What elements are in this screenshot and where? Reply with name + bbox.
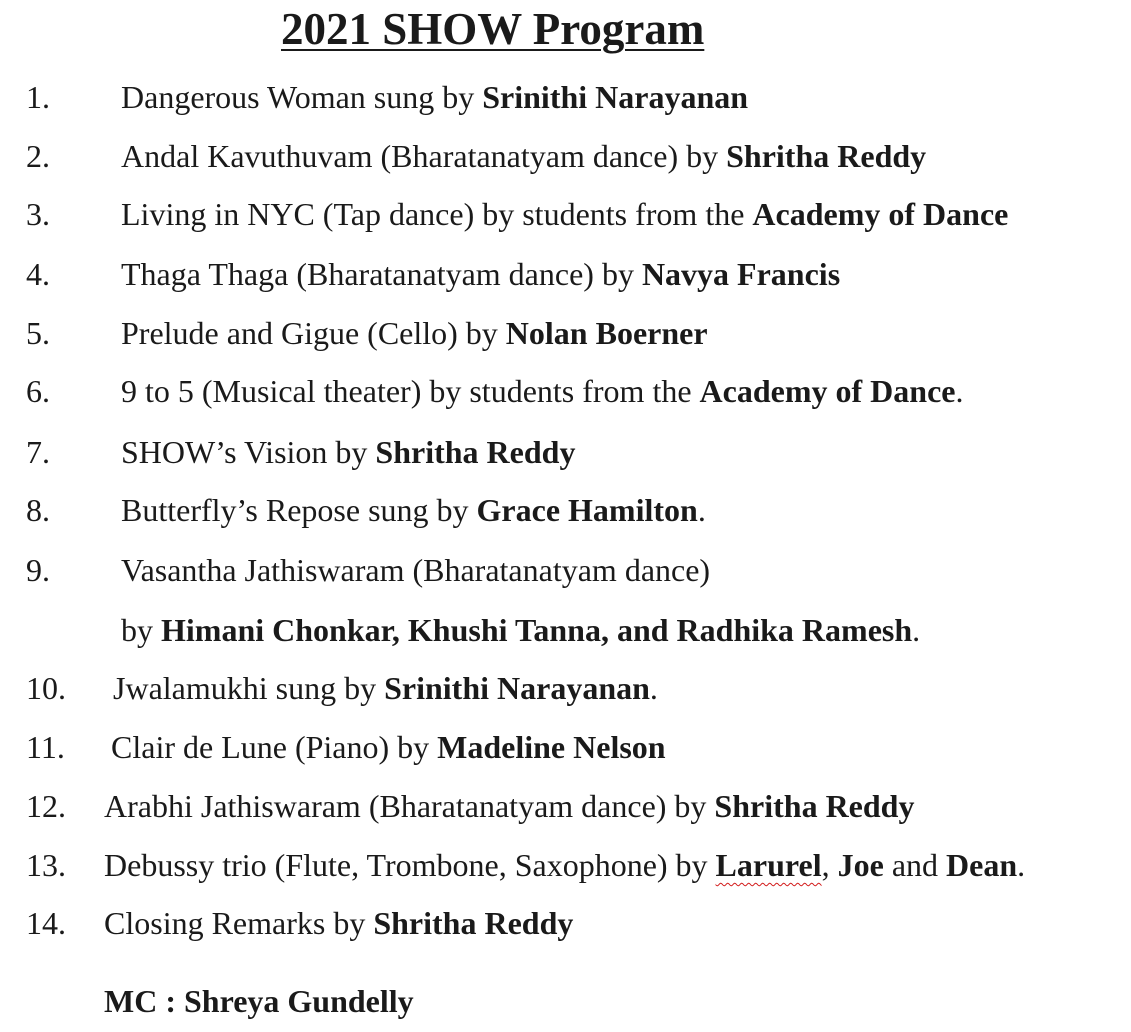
item-segment: 9 to 5 (Musical theater) by students from the xyxy=(121,373,700,409)
item-text xyxy=(121,610,920,650)
item-number: 7. xyxy=(26,434,50,470)
performer-name: Shritha Reddy xyxy=(375,434,576,470)
performer-name: Academy of Dance xyxy=(752,196,1009,232)
item-segment: Jwalamukhi sung by xyxy=(113,670,385,706)
performer-name: Srinithi Narayanan xyxy=(384,670,650,706)
item-number: 5. xyxy=(26,315,50,351)
item-segment: Debussy trio (Flute, Trombone, Saxophone) by xyxy=(104,847,716,883)
item-segment: by xyxy=(121,612,161,648)
item-segment: , xyxy=(821,847,838,883)
item-segment: . xyxy=(955,373,964,409)
performer-name: Grace Hamilton xyxy=(476,492,698,528)
performer-name: Navya Francis xyxy=(641,256,841,292)
performer-name: Shritha Reddy xyxy=(373,905,574,941)
item-text xyxy=(111,727,666,767)
item-segment: Living in NYC (Tap dance) by students from the xyxy=(121,196,753,232)
item-text xyxy=(121,136,926,176)
item-segment: Andal Kavuthuvam (Bharatanatyam dance) by xyxy=(121,138,727,174)
item-number: 8. xyxy=(26,492,50,528)
item-text xyxy=(121,77,748,117)
item-number: 10. xyxy=(26,670,66,706)
item-number: 6. xyxy=(26,373,50,409)
item-segment: . xyxy=(1017,847,1026,883)
performer-name: Joe xyxy=(837,847,884,883)
page-title: 2021 SHOW Program xyxy=(281,4,705,54)
performer-name: Madeline Nelson xyxy=(437,729,666,765)
item-text xyxy=(121,254,840,294)
item-segment: . xyxy=(649,670,658,706)
item-text xyxy=(121,313,708,353)
performer-name: Shritha Reddy xyxy=(726,138,927,174)
item-text xyxy=(104,786,914,826)
performer-name: Larurel xyxy=(715,847,822,883)
item-number: 14. xyxy=(26,905,66,941)
item-number: 1. xyxy=(26,79,50,115)
item-text xyxy=(104,845,1025,885)
item-number: 3. xyxy=(26,196,50,232)
item-segment: SHOW’s Vision by xyxy=(121,434,376,470)
item-text xyxy=(113,668,658,708)
item-segment: Thaga Thaga (Bharatanatyam dance) by xyxy=(121,256,642,292)
item-segment: Vasantha Jathiswaram (Bharatanatyam dance) xyxy=(121,552,711,588)
item-segment: Closing Remarks by xyxy=(104,905,374,941)
item-text xyxy=(104,903,573,943)
item-text xyxy=(121,490,706,530)
item-segment: Clair de Lune (Piano) by xyxy=(111,729,438,765)
item-segment: Dangerous Woman sung by xyxy=(121,79,483,115)
performer-name: Nolan Boerner xyxy=(505,315,708,351)
item-text xyxy=(121,194,1008,234)
item-number: 13. xyxy=(26,847,66,883)
item-number: 11. xyxy=(26,729,65,765)
item-number: 9. xyxy=(26,552,50,588)
item-number: 2. xyxy=(26,138,50,174)
item-segment: Arabhi Jathiswaram (Bharatanatyam dance) by xyxy=(104,788,715,824)
item-text xyxy=(121,550,710,590)
item-segment: . xyxy=(697,492,706,528)
performer-name: Srinithi Narayanan xyxy=(482,79,749,115)
item-segment: Prelude and Gigue (Cello) by xyxy=(121,315,506,351)
performer-name: Dean xyxy=(946,847,1018,883)
item-number: 4. xyxy=(26,256,50,292)
performer-name: Academy of Dance xyxy=(699,373,956,409)
item-segment: and xyxy=(883,847,947,883)
item-number: 12. xyxy=(26,788,66,824)
performer-name: Shritha Reddy xyxy=(714,788,915,824)
item-segment: . xyxy=(912,612,921,648)
item-text xyxy=(121,432,575,472)
performer-name: Himani Chonkar, Khushi Tanna, and Radhika Ramesh xyxy=(161,612,913,648)
item-segment: Butterfly’s Repose sung by xyxy=(121,492,477,528)
mc-line: MC : Shreya Gundelly xyxy=(104,983,414,1019)
item-text xyxy=(121,371,963,411)
